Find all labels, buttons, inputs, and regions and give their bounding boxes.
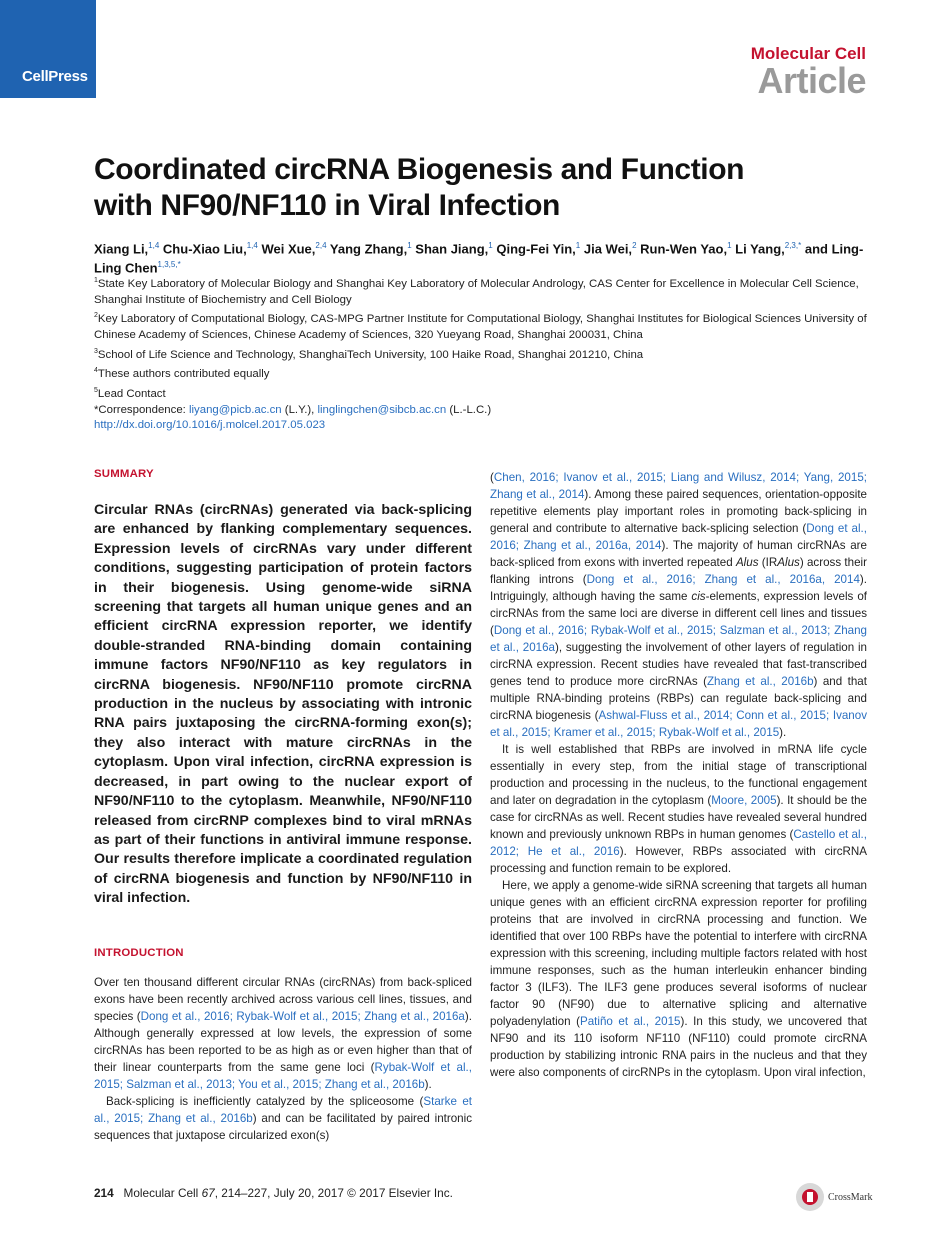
intro-paragraph-5 <box>490 877 867 1081</box>
author-affiliation-marker: 1 <box>488 241 493 250</box>
citation-link[interactable]: Ashwal-Fluss et al., 2014; Conn et al., 2015; Ivanov et al., 2015; Kramer et al., 2015; Rybak-Wolf et al., 2015 <box>490 709 868 739</box>
author-name: Xiang Li, <box>94 241 149 257</box>
paragraph-text: ). The majority of human circRNAs are back-spliced from exons with inverted repeated <box>490 539 867 569</box>
correspondence-label: *Correspondence: <box>94 403 189 416</box>
affiliation-number: 5 <box>94 386 98 394</box>
citation-link[interactable]: Dong et al., 2016; Rybak-Wolf et al., 2015; Salzman et al., 2013; Zhang et al., 2016a <box>490 624 867 654</box>
article-title: Coordinated circRNA Biogenesis and Function with NF90/NF110 in Viral Infection <box>94 153 745 222</box>
paragraph-text: ), suggesting the involvement of other layers of regulation in circRNA expression. Recent studies have revealed that fast-transcribed genes tend to produce more circRNAs ( <box>490 641 867 688</box>
affiliation-number: 2 <box>94 312 98 320</box>
citation-link[interactable]: Rybak-Wolf et al., 2015; Salzman et al., 2013; You et al., 2015; Zhang et al., 2016b <box>94 1060 473 1091</box>
author-name: and Ling-Ling Chen <box>94 241 864 276</box>
paragraph-text: ( <box>490 471 494 484</box>
author-list <box>94 238 874 277</box>
affiliation-text: These authors contributed equally <box>97 368 270 381</box>
right-column <box>490 469 867 1081</box>
citation-link[interactable]: Dong et al., 2016; Zhang et al., 2016a, 2014 <box>490 522 868 552</box>
intro-paragraph-4 <box>490 741 867 877</box>
intro-paragraph-1 <box>94 974 472 1093</box>
crossmark-icon <box>796 1183 824 1211</box>
affiliation-text: Lead Contact <box>97 387 166 400</box>
citation-link[interactable]: Chen, 2016; Ivanov et al., 2015; Liang and Wilusz, 2014; Yang, 2015; Zhang et al., 2014 <box>490 471 867 501</box>
crossmark-label: CrossMark <box>828 1191 873 1203</box>
author-name: Qing-Fei Yin, <box>496 241 576 257</box>
footer-volume: 67 <box>201 1186 215 1200</box>
paragraph-text: Here, we apply a genome-wide siRNA screening that targets all human unique genes with an efficient circRNA expression reporter for profiling proteins that are involved in circRNA processing and function. We identified that over 100 RBPs have the potential to interfere with circRNA expression with this screening, including multiple factors related with host immune responses, such as the human interleukin enhancer binding factor 3 (ILF3). The ILF3 gene produces several isoforms of nuclear factor 90 (NF90) due to alternative splicing and alternative polyadenylation ( <box>490 879 867 1028</box>
paragraph-text: ) across their flanking introns ( <box>490 556 867 586</box>
affiliation-number: 4 <box>94 367 98 375</box>
paragraph-text: It is well established that RBPs are involved in mRNA life cycle essentially in every step, from the initial stage of transcriptional production and processing in the nucleus, to the functional engagement and later on degradation in the cytoplasm ( <box>490 743 867 807</box>
author-affiliation-marker: 2,4 <box>315 241 327 250</box>
author-name: Shan Jiang, <box>415 241 489 257</box>
intro-paragraph-2 <box>94 1093 472 1144</box>
author-affiliation-marker: 1 <box>575 241 581 250</box>
crossmark-badge[interactable] <box>796 1183 872 1211</box>
citation-link[interactable]: Dong et al., 2016; Zhang et al., 2016a, 2014 <box>586 573 860 586</box>
author-name: Jia Wei, <box>583 241 633 257</box>
author-affiliation-marker: 2 <box>632 241 637 250</box>
paragraph-text: ). It should be the case for circRNAs as well. Recent studies have revealed several hundred known and previously unknown RBPs in human genomes ( <box>490 794 867 841</box>
affiliation-text: School of Life Science and Technology, ShanghaiTech University, 100 Haike Road, Shanghai 201210, China <box>97 348 644 361</box>
author-name: Yang Zhang, <box>329 241 408 257</box>
author-affiliation-marker: 1,3,5,* <box>157 260 181 270</box>
affiliation-number: 1 <box>94 277 98 284</box>
author-affiliation-marker: 2,3,* <box>784 241 802 250</box>
paragraph-text: ). Although generally expressed at low levels, the expression of some circRNAs has been reported to be as high as or even higher than that of their linear counterparts from the same gene loci ( <box>94 1009 472 1074</box>
paragraph-text: (IR <box>758 556 778 569</box>
paragraph-text: ). Among these paired sequences, orientation-opposite repetitive elements play important roles in promoting back-splicing in general and contribute to alternative back-splicing selection ( <box>490 488 868 535</box>
citation-link[interactable]: Dong et al., 2016; Rybak-Wolf et al., 2015; Zhang et al., 2016a <box>140 1009 465 1023</box>
italic-text: Alus <box>777 556 800 569</box>
affiliation-number: 3 <box>94 347 98 355</box>
citation-link[interactable]: Moore, 2005 <box>711 794 777 807</box>
author-name: Chu-Xiao Liu, <box>162 241 247 257</box>
paragraph-text: ). In this study, we uncovered that NF90 and its 110 isoform NF110 (NF110) could promote circRNA production by stabilizing intronic RNA pairs in the nucleus and that they were also components of circRNPs in the cytoplasm. Upon viral infection, <box>490 1015 867 1079</box>
doi-link[interactable]: http://dx.doi.org/10.1016/j.molcel.2017.05.023 <box>94 419 326 432</box>
citation-link[interactable]: Zhang et al., 2016b <box>706 675 814 688</box>
cellpress-logo: CellPress <box>22 68 88 85</box>
affiliation-item <box>94 363 874 383</box>
italic-text: Alus <box>735 556 759 569</box>
paragraph-text: ). Intriguingly, although having the same <box>490 573 867 603</box>
paragraph-text: Over ten thousand different circular RNAs (circRNAs) from back-spliced exons have been recently archived across various cell lines, tissues, and species ( <box>94 975 472 1023</box>
paragraph-text: -elements, expression levels of circRNAs from the same loci are diverse in different cell lines and tissues ( <box>490 590 867 637</box>
affiliation-item <box>94 308 874 343</box>
email-link-linglingchen[interactable]: linglingchen@sibcb.ac.cn <box>317 403 447 416</box>
author-name: Wei Xue, <box>261 241 316 257</box>
affiliation-item <box>94 273 874 308</box>
article-type-label: Article <box>757 60 866 101</box>
summary-heading: SUMMARY <box>94 468 154 480</box>
correspondence-who1: (L.Y.), <box>281 403 318 416</box>
footer-pages-date: , 214–227, July 20, 2017 © 2017 Elsevier Inc. <box>214 1186 453 1200</box>
author-name: Run-Wen Yao, <box>640 241 728 257</box>
correspondence-who2: (L.-L.C.) <box>446 403 492 416</box>
citation-link[interactable]: Castello et al., 2012; He et al., 2016 <box>490 828 867 858</box>
author-affiliation-marker: 1 <box>407 241 412 250</box>
paragraph-text: Back-splicing is inefficiently catalyzed by the spliceosome ( <box>106 1094 424 1108</box>
paragraph-text: ) and can be facilitated by paired intronic sequences that juxtapose circularized exon(s) <box>94 1111 472 1142</box>
author-affiliation-marker: 1 <box>727 241 732 250</box>
author-name: Li Yang, <box>735 241 785 257</box>
affiliation-list <box>94 273 874 403</box>
author-affiliation-marker: 1,4 <box>246 241 258 250</box>
citation-link[interactable]: Starke et al., 2015; Zhang et al., 2016b <box>94 1094 472 1125</box>
intro-paragraph-3 <box>490 469 867 741</box>
affiliation-item <box>94 344 874 364</box>
affiliation-item <box>94 383 874 403</box>
paragraph-text: ). However, RBPs associated with circRNA processing and function remain to be explored. <box>490 845 867 875</box>
page-footer <box>94 1186 453 1200</box>
correspondence <box>94 403 874 419</box>
left-column <box>94 466 472 1144</box>
email-link-liyang[interactable]: liyang@picb.ac.cn <box>188 403 282 416</box>
journal-name: Molecular Cell <box>750 44 866 63</box>
citation-link[interactable]: Patiño et al., 2015 <box>580 1015 681 1028</box>
paragraph-text: ) and that multiple RNA-binding proteins (RBPs) can regulate back-splicing and circRNA biogenesis ( <box>490 675 867 722</box>
footer-journal: Molecular Cell <box>123 1186 199 1200</box>
affiliation-text: Key Laboratory of Computational Biology, CAS-MPG Partner Institute for Computational Biology, Shanghai Institutes for Biological Sciences University of Chinese Academy of Sciences, Chinese Academy of Sciences, 320 Yueyang Road, Shanghai 200031, China <box>94 313 867 341</box>
summary-text: Circular RNAs (circRNAs) generated via back-splicing are enhanced by flanking complementary sequences. Expression levels of circRNAs vary under different conditions, suggesting participation of protein factors in their biogenesis. Using genome-wide siRNA screening that targets all human unique genes and an efficient circRNA expression reporter, we identify double-stranded RNA-binding domain containing immune factors NF90/NF110 as key regulators in circRNA biogenesis. NF90/NF110 promote circRNA production in the nucleus by associating with intronic RNA pairs juxtaposing the circRNA-forming exon(s); they also interact with mature circRNAs in the cytoplasm. Upon viral infection, circRNA expression is decreased, in part owing to the nuclear export of NF90/NF110 to the cytoplasm. Meanwhile, NF90/NF110 released from circRNP complexes bind to viral mRNAs as part of their functions in antiviral immune response. Our results therefore implicate a coordinated regulation of circRNA biogenesis and function by NF90/NF110 in viral infection. <box>94 502 472 907</box>
italic-text: cis <box>691 590 706 603</box>
paragraph-text: ). <box>779 726 787 739</box>
affiliations <box>94 273 874 434</box>
introduction-heading: INTRODUCTION <box>94 946 184 959</box>
paragraph-text: ). <box>424 1077 432 1091</box>
author-affiliation-marker: 1,4 <box>148 241 160 250</box>
affiliation-text: State Key Laboratory of Molecular Biology and Shanghai Key Laboratory of Molecular Andrology, CAS Center for Excellence in Molecular Cell Science, Shanghai Institute of Biochemistry and Cell Biology <box>94 277 859 306</box>
page-number: 214 <box>94 1186 114 1200</box>
